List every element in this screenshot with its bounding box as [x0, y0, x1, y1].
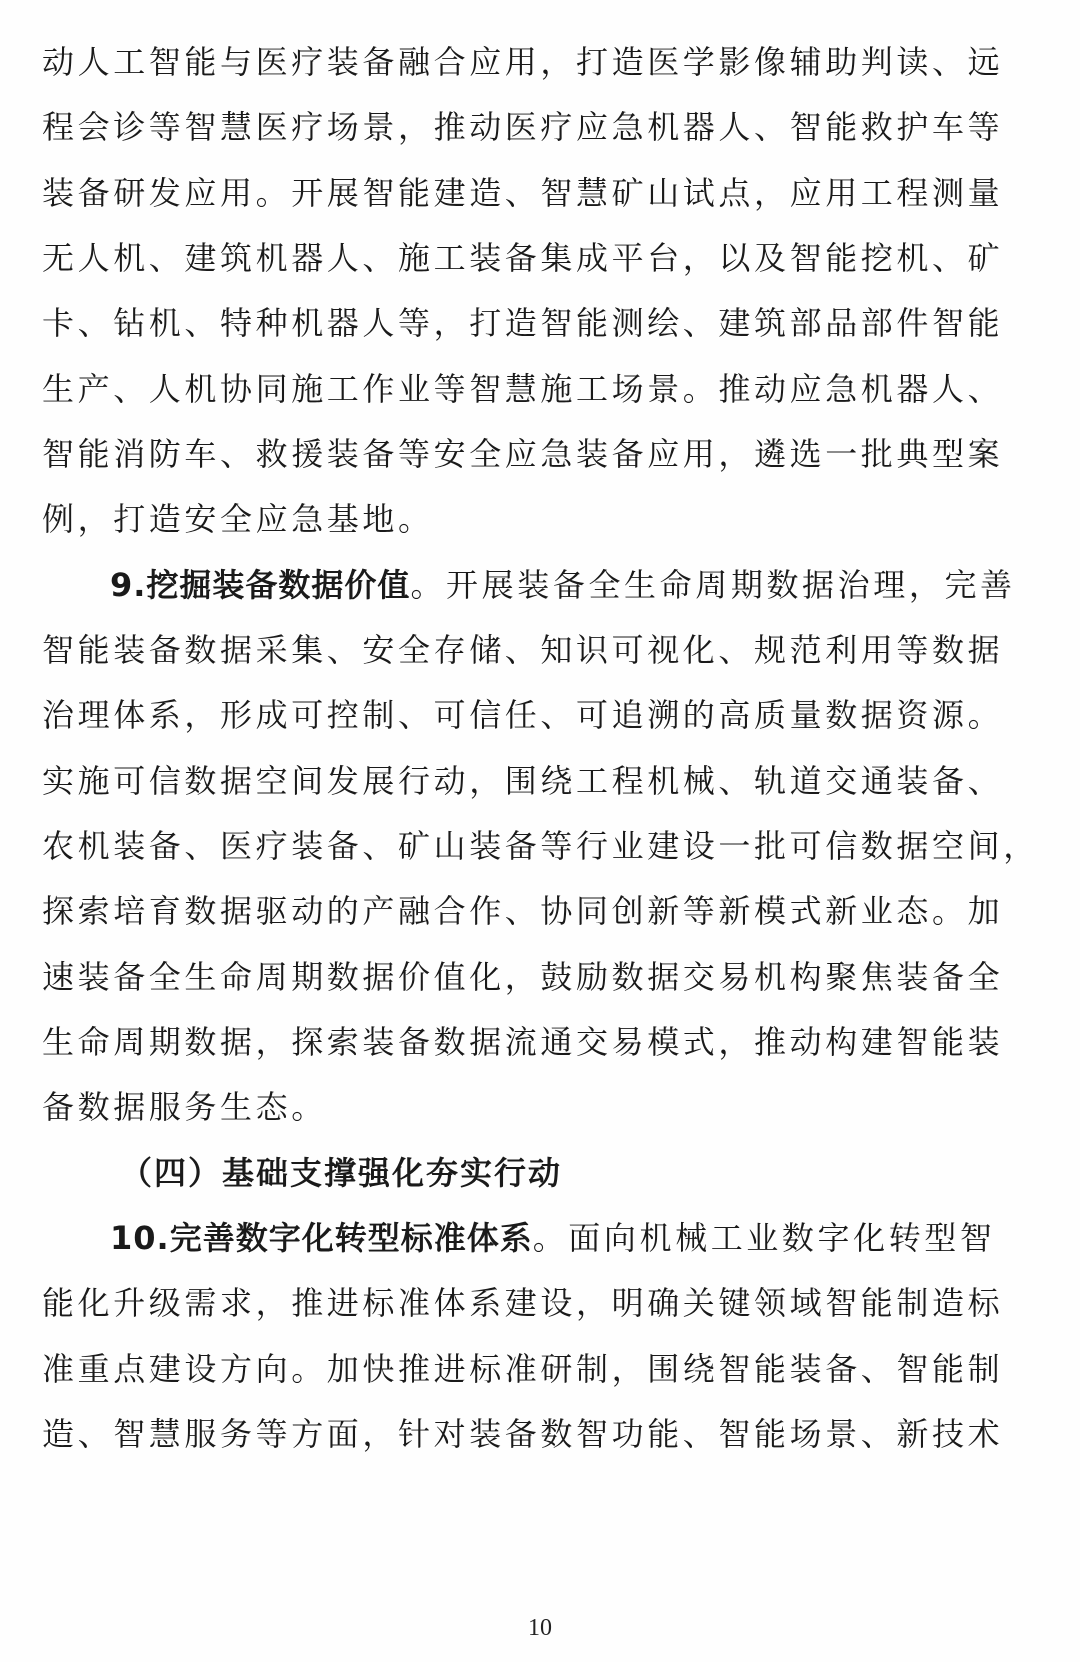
body-text-line: 实施可信数据空间发展行动，围绕工程机械、轨道交通装备、	[42, 762, 1004, 800]
body-text-line: 探索培育数据驱动的产融合作、协同创新等新模式新业态。加	[42, 892, 1004, 930]
item-10-title: 10.完善数字化转型标准体系	[110, 1219, 533, 1257]
page-number: 10	[528, 1615, 552, 1641]
body-text-line: 造、智慧服务等方面，针对装备数智功能、智能场景、新技术	[42, 1415, 1004, 1453]
body-text-line: 智能装备数据采集、安全存储、知识可视化、规范利用等数据	[42, 631, 1004, 669]
body-text-line: 无人机、建筑机器人、施工装备集成平台，以及智能挖机、矿	[42, 239, 1004, 277]
body-text-line: 生产、人机协同施工作业等智慧施工场景。推动应急机器人、	[42, 370, 1004, 408]
body-text-line: 农机装备、医疗装备、矿山装备等行业建设一批可信数据空间，	[42, 827, 1039, 865]
body-text-line: 治理体系，形成可控制、可信任、可追溯的高质量数据资源。	[42, 696, 1004, 734]
body-text-line: 智能消防车、救援装备等安全应急装备应用，遴选一批典型案	[42, 435, 1004, 473]
body-text-line: 装备研发应用。开展智能建造、智慧矿山试点，应用工程测量	[42, 174, 1004, 212]
item-9-title: 9.挖掘装备数据价值	[110, 566, 411, 604]
body-text-line: 能化升级需求，推进标准体系建设，明确关键领域智能制造标	[42, 1284, 1004, 1322]
item-10-text: 。面向机械工业数字化转型智	[532, 1219, 996, 1257]
body-text-line: 速装备全生命周期数据价值化，鼓励数据交易机构聚焦装备全	[42, 958, 1004, 996]
body-text-line: 程会诊等智慧医疗场景，推动医疗应急机器人、智能救护车等	[42, 108, 1004, 146]
section-heading: （四）基础支撑强化夯实行动	[120, 1154, 563, 1192]
body-text-line: 例，打造安全应急基地。	[42, 500, 434, 538]
item-10-first-line	[110, 1213, 1052, 1263]
body-text-line: 准重点建设方向。加快推进标准研制，围绕智能装备、智能制	[42, 1350, 1004, 1388]
body-text-line: 生命周期数据，探索装备数据流通交易模式，推动构建智能装	[42, 1023, 1004, 1061]
item-9-text: 。开展装备全生命周期数据治理，完善	[410, 566, 1016, 604]
body-text-line: 卡、钻机、特种机器人等，打造智能测绘、建筑部品部件智能	[42, 304, 1004, 342]
item-9-first-line	[110, 560, 1052, 610]
body-text-line: 动人工智能与医疗装备融合应用，打造医学影像辅助判读、远	[42, 43, 1004, 81]
body-text-line: 备数据服务生态。	[42, 1088, 327, 1126]
